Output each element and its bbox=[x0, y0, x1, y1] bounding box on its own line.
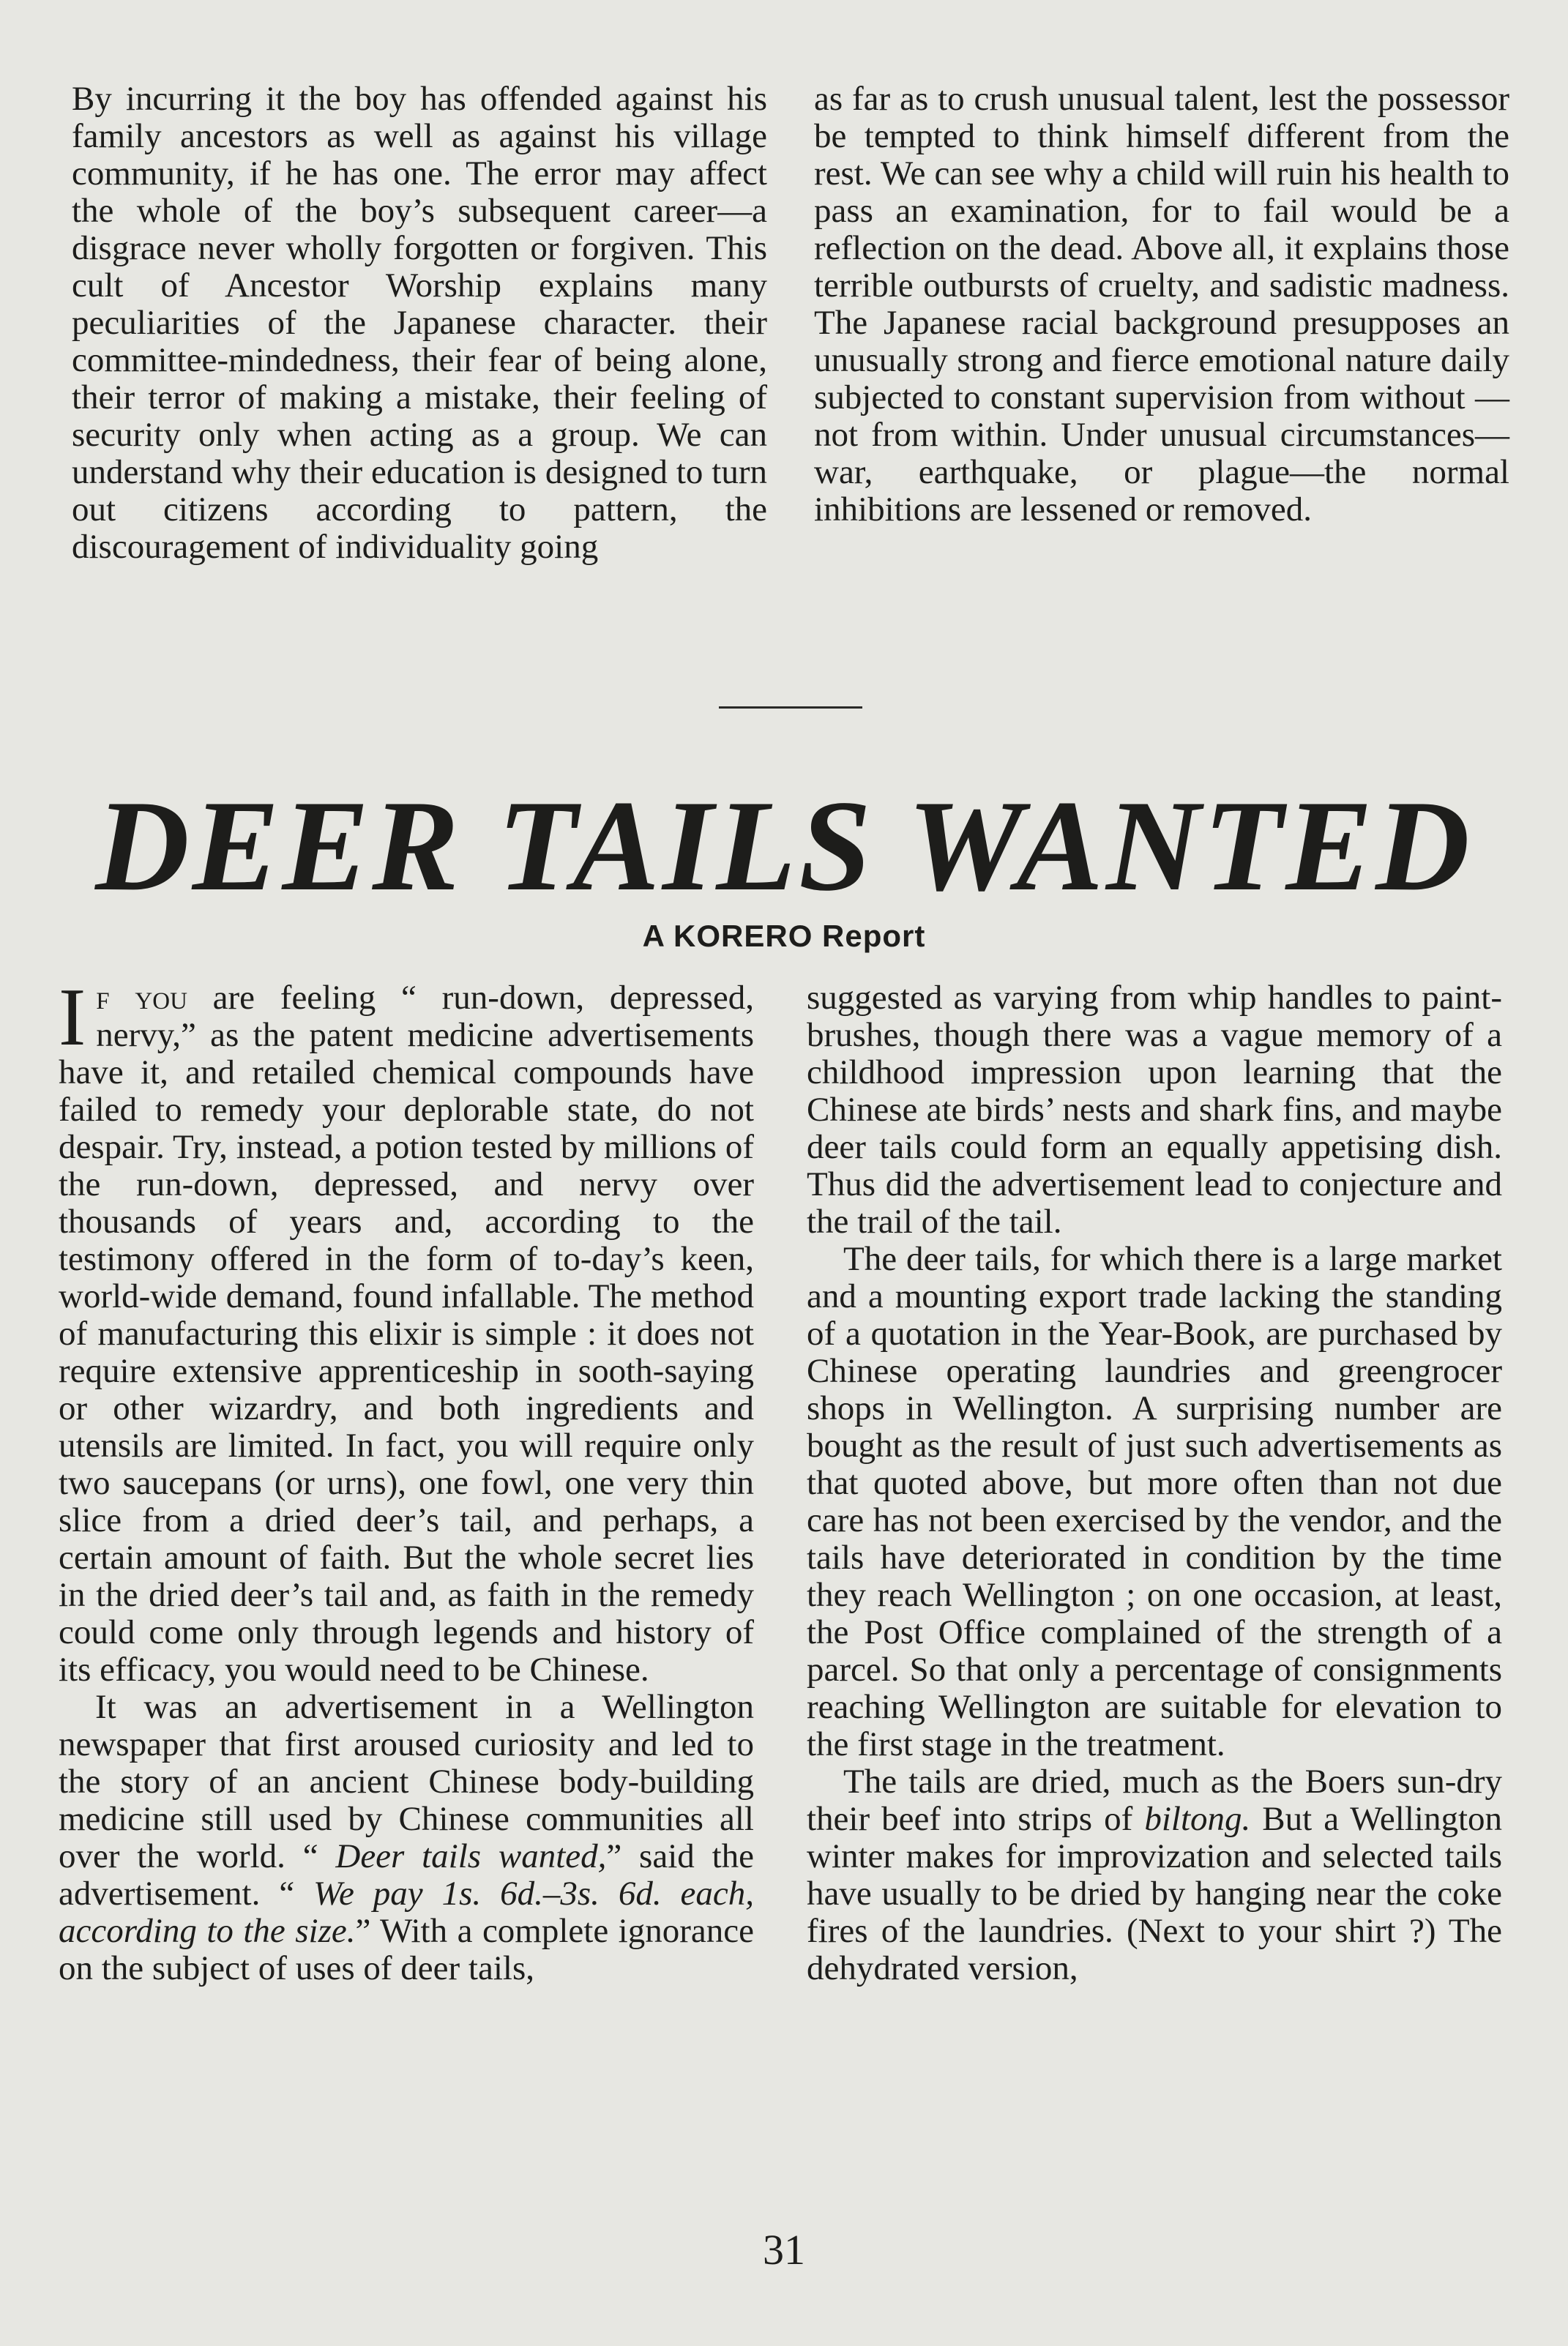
biltong-word: biltong. bbox=[1144, 1800, 1251, 1838]
paragraph-2-mid: ” said the advertisement. “ bbox=[59, 1837, 754, 1913]
article-title: DEER TAILS WANTED bbox=[95, 773, 1473, 918]
paragraph-1-text: are feeling “ run-down, depressed, nervy,” as the patent medicine advertisements have it, and retailed chemical compounds have failed to remedy your deplorable state, do not despair. Try, instead, a potion tested by millions of the run-down, depressed, and nervy over thousands of years and, according to the testimony offered in the form of to-day’s keen, world-wide demand, found infallable. The method of manufacturing this elixir is simple : it does not require extensive apprenticeship in sooth-saying or other wizardry, and both ingredients and utensils are limited. In fact, you will require only two saucepans (or urns), one fowl, one very thin slice from a dried deer’s tail, and perhaps, a certain amount of faith. But the whole secret lies in the dried deer’s tail and, as faith in the remedy could come only through legends and history of its efficacy, you would need to be Chinese. bbox=[59, 979, 754, 1689]
paragraph-5-end: But a Wellington winter makes for improvization and selected tails have usually to be dried by hanging near the coke fires of the laundries. (Next to your shirt ?) The dehydrated version, bbox=[807, 1800, 1502, 1987]
article-right-column bbox=[807, 979, 1502, 1987]
top-right-paragraph: as far as to crush unusual talent, lest the possessor be tempted to think himself different from the rest. We can see why a child will ruin his health to pass an examination, for to fail would be a reflection on the dead. Above all, it explains those terrible outbursts of cruelty, and sadistic madness. The Japanese racial background presupposes an unusually strong and fierce emotional nature daily subjected to constant supervision from without — not from within. Under unusual circumstances—war, earthquake, or plague—the normal inhibitions are lessened or removed. bbox=[814, 80, 1509, 528]
top-left-column bbox=[72, 81, 767, 566]
paragraph-2-text: It was an advertisement in a Wellington newspaper that first aroused curiosity and led to the story of an ancient Chinese body-building medicine still used by Chinese communities all over the world. “ bbox=[59, 1688, 754, 1875]
advert-quote-2: We pay 1s. 6d.–3s. 6d. each, according to the size. bbox=[59, 1875, 754, 1950]
article-subtitle: A KORERO Report bbox=[642, 919, 926, 953]
continued-article bbox=[72, 81, 1509, 566]
article-paragraph-1 bbox=[59, 972, 754, 1689]
section-divider bbox=[719, 706, 862, 709]
advert-quote-1: Deer tails wanted, bbox=[335, 1837, 607, 1875]
article-body bbox=[59, 972, 1502, 1987]
opening-small-caps: f you bbox=[96, 979, 187, 1017]
paragraph-5-start: The tails are dried, much as the Boers sun-dry their beef into strips of bbox=[807, 1763, 1502, 1838]
paragraph-2-end: ” With a complete ignorance on the subject of uses of deer tails, bbox=[59, 1912, 754, 1987]
article-paragraph-4: The deer tails, for which there is a large market and a mounting export trade lacking the standing of a quotation in the Year-Book, are purchased by Chinese operating laundries and greengrocer shops in Wellington. A surprising number are bought as the result of just such advertisements as that quoted above, but more often than not due care has not been exercised by the vendor, and the tails have deteriorated in condition by the time they reach Wellington ; on one occasion, at least, the Post Office complained of the strength of a parcel. So that only a percentage of consignments reaching Wellington are suitable for elevation to the first stage in the treatment. bbox=[807, 1240, 1502, 1763]
top-right-column bbox=[814, 81, 1509, 566]
article-paragraph-3: suggested as varying from whip handles to paint-brushes, though there was a vague memory of a childhood impression upon learning that the Chinese ate birds’ nests and shark fins, and maybe deer tails could form an equally appetising dish. Thus did the advertisement lead to conjecture and the trail of the tail. bbox=[807, 979, 1502, 1241]
article-paragraph-2 bbox=[59, 1689, 754, 1987]
drop-cap: I bbox=[59, 972, 86, 1063]
top-left-paragraph: By incurring it the boy has offended against his family ancestors as well as against his village community, if he has one. The error may affect the whole of the boy’s subsequent career—a disgrace never wholly forgotten or forgiven. This cult of Ancestor Worship explains many peculiarities of the Japanese character. their committee-mindedness, their fear of being alone, their terror of making a mistake, their feeling of security only when acting as a group. We can understand why their education is designed to turn out citizens according to pattern, the discouragement of individuality going bbox=[72, 80, 767, 566]
page-number: 31 bbox=[763, 2226, 805, 2274]
article-paragraph-5 bbox=[807, 1763, 1502, 1987]
article-left-column bbox=[59, 972, 754, 1987]
